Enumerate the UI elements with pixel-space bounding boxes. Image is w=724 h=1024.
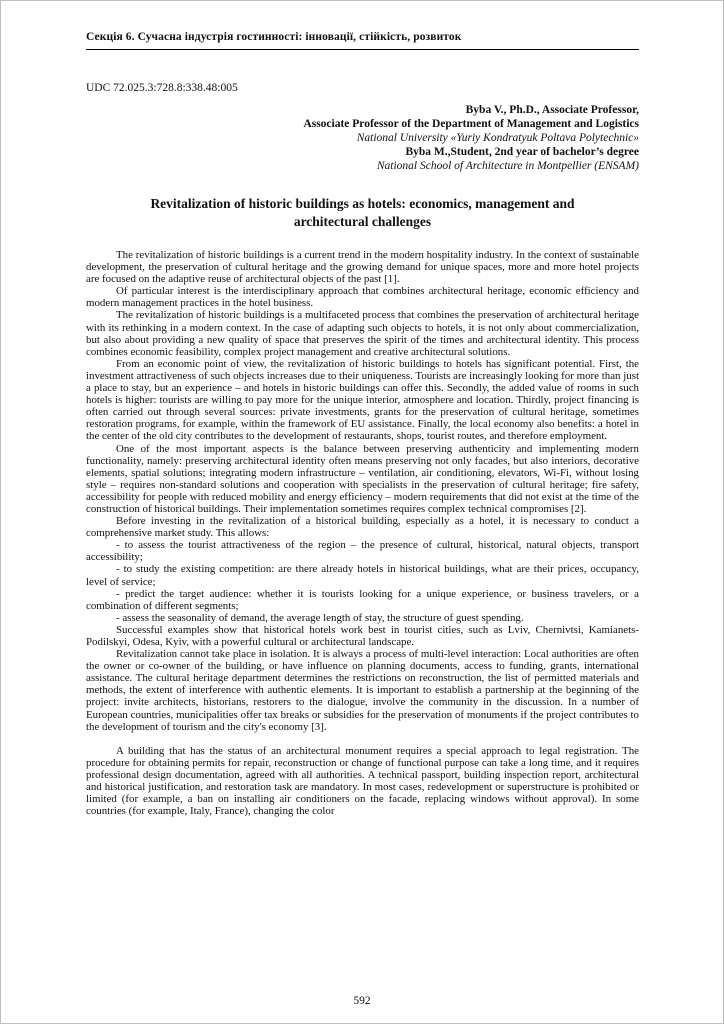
paragraph: The revitalization of historic buildings is a multifaceted process that combines the preservation of architectural heritage with its rethinking in a modern context. In the case of adapting such objects to hotels, it is not only about commercialization, but also about providing a new quality of space that preserves the spirit of the times and architectural identity. This process combines economic feasibility, complex project management and creative architectural solutions.: [86, 309, 639, 358]
author-line: Byba V., Ph.D., Associate Professor,: [465, 104, 639, 116]
paragraph: One of the most important aspects is the balance between preserving authenticity and implementing modern functionality, namely: preserving architectural identity often means preserving not only facades, but also interiors, decorative elements, spatial solutions; integrating modern infrastructure – ventilation, air conditioning, elevators, Wi-Fi, without losing style – requires non-standard solutions and cooperation with specialists in the preservation of cultural heritage; fire safety, accessibility for people with reduced mobility and energy efficiency – modern requirements that did not exist at the time of the construction of historical buildings. Their implementation sometimes requires complex technical compromises [2].: [86, 442, 639, 515]
section-header: Секція 6. Сучасна індустрія гостинності: інновації, стійкість, розвиток: [86, 31, 639, 50]
paper-body: [86, 249, 639, 817]
body-section: [86, 745, 639, 818]
paragraph: Of particular interest is the interdisciplinary approach that combines architectural heritage, economic efficiency and modern management practices in the hotel business.: [86, 285, 639, 310]
page-content: [1, 1, 723, 817]
author-line: Associate Professor of the Department of Management and Logistics: [303, 118, 639, 130]
paper-title: Revitalization of historic buildings as hotels: economics, management and architectural challenges: [150, 196, 575, 229]
paragraph: Successful examples show that historical hotels work best in tourist cities, such as Lviv, Chernivtsi, Kamianets-Podilskyi, Odesa, Kyiv, with a powerful cultural or architectural landscape.: [86, 623, 639, 648]
paragraph: - predict the target audience: whether it is tourists looking for a unique experience, or business travelers, or a combination of different segments;: [86, 587, 639, 612]
paragraph: Revitalization cannot take place in isolation. It is always a process of multi-level interaction: Local authorities are often the owner or co-owner of the building, or have influence on planning documents, access to funding, grants, international assistance. The cultural heritage department determines the restrictions on reconstruction, the list of permitted materials and methods, the extent of interference with authentic elements. It is important to establish a partnership at the beginning of the project: invite architects, historians, restorers to the dialogue, involve the community in the discussion. In a number of European countries, municipalities offer tax breaks or subsidies for the preservation of monuments if the project contributes to the development of tourism and the city's economy [3].: [86, 648, 639, 733]
author-line: Byba M.,Student, 2nd year of bachelor’s degree: [405, 146, 639, 158]
paragraph: - to study the existing competition: are there already hotels in historical buildings, what are their prices, occupancy, level of service;: [86, 563, 639, 588]
paragraph: - to assess the tourist attractiveness of the region – the presence of cultural, historical, natural objects, transport accessibility;: [86, 539, 639, 564]
paragraph: From an economic point of view, the revitalization of historic buildings to hotels has significant potential. First, the investment attractiveness of such objects increases due to their uniqueness. Tourists are increasingly looking for more than just a place to stay, but an experience – and hotels in historic buildings can offer this. Secondly, the added value of rooms in such hotels is higher: tourists are willing to pay more for the unique interior, atmosphere and location. Thirdly, project financing is often carried out through several sources: private investments, grants for the preservation of cultural heritage, sometimes restoration programs, for example, within the framework of EU assistance. Finally, the local economy also benefits: a hotel in the center of the old city contributes to the development of restaurants, shops, tourist routes, and therefore employment.: [86, 357, 639, 443]
author-line: National School of Architecture in Montpellier (ENSAM): [376, 160, 639, 172]
paragraph: The revitalization of historic buildings is a current trend in the modern hospitality industry. In the context of sustainable development, the preservation of cultural heritage and the growing demand for unique spaces, more and more hotel projects are focused on the adaptive reuse of architectural objects of the past [1].: [86, 249, 639, 286]
body-section: [86, 249, 639, 733]
page-number: 592: [353, 995, 371, 1007]
author-block: [86, 103, 639, 173]
paragraph: Before investing in the revitalization of a historical building, especially as a hotel, it is necessary to conduct a comprehensive market study. This allows:: [86, 515, 639, 540]
paragraph: A building that has the status of an architectural monument requires a special approach to legal registration. The procedure for obtaining permits for repair, reconstruction or change of functional purpose can take a long time, and it requires professional design documentation, agreed with all authorities. A technical passport, building inspection report, architectural and historical justification, and restoration task are mandatory. In most cases, redevelopment or superstructure is prohibited or limited (for example, a ban on installing air conditioners on the facade, replacing windows without approval). In some countries (for example, Italy, France), changing the color: [86, 744, 639, 818]
author-line: National University «Yuriy Kondratyuk Poltava Polytechnic»: [356, 132, 639, 144]
paragraph: - assess the seasonality of demand, the average length of stay, the structure of guest spending.: [116, 611, 524, 624]
udc-code: UDC 72.025.3:728.8:338.48:005: [86, 82, 238, 94]
